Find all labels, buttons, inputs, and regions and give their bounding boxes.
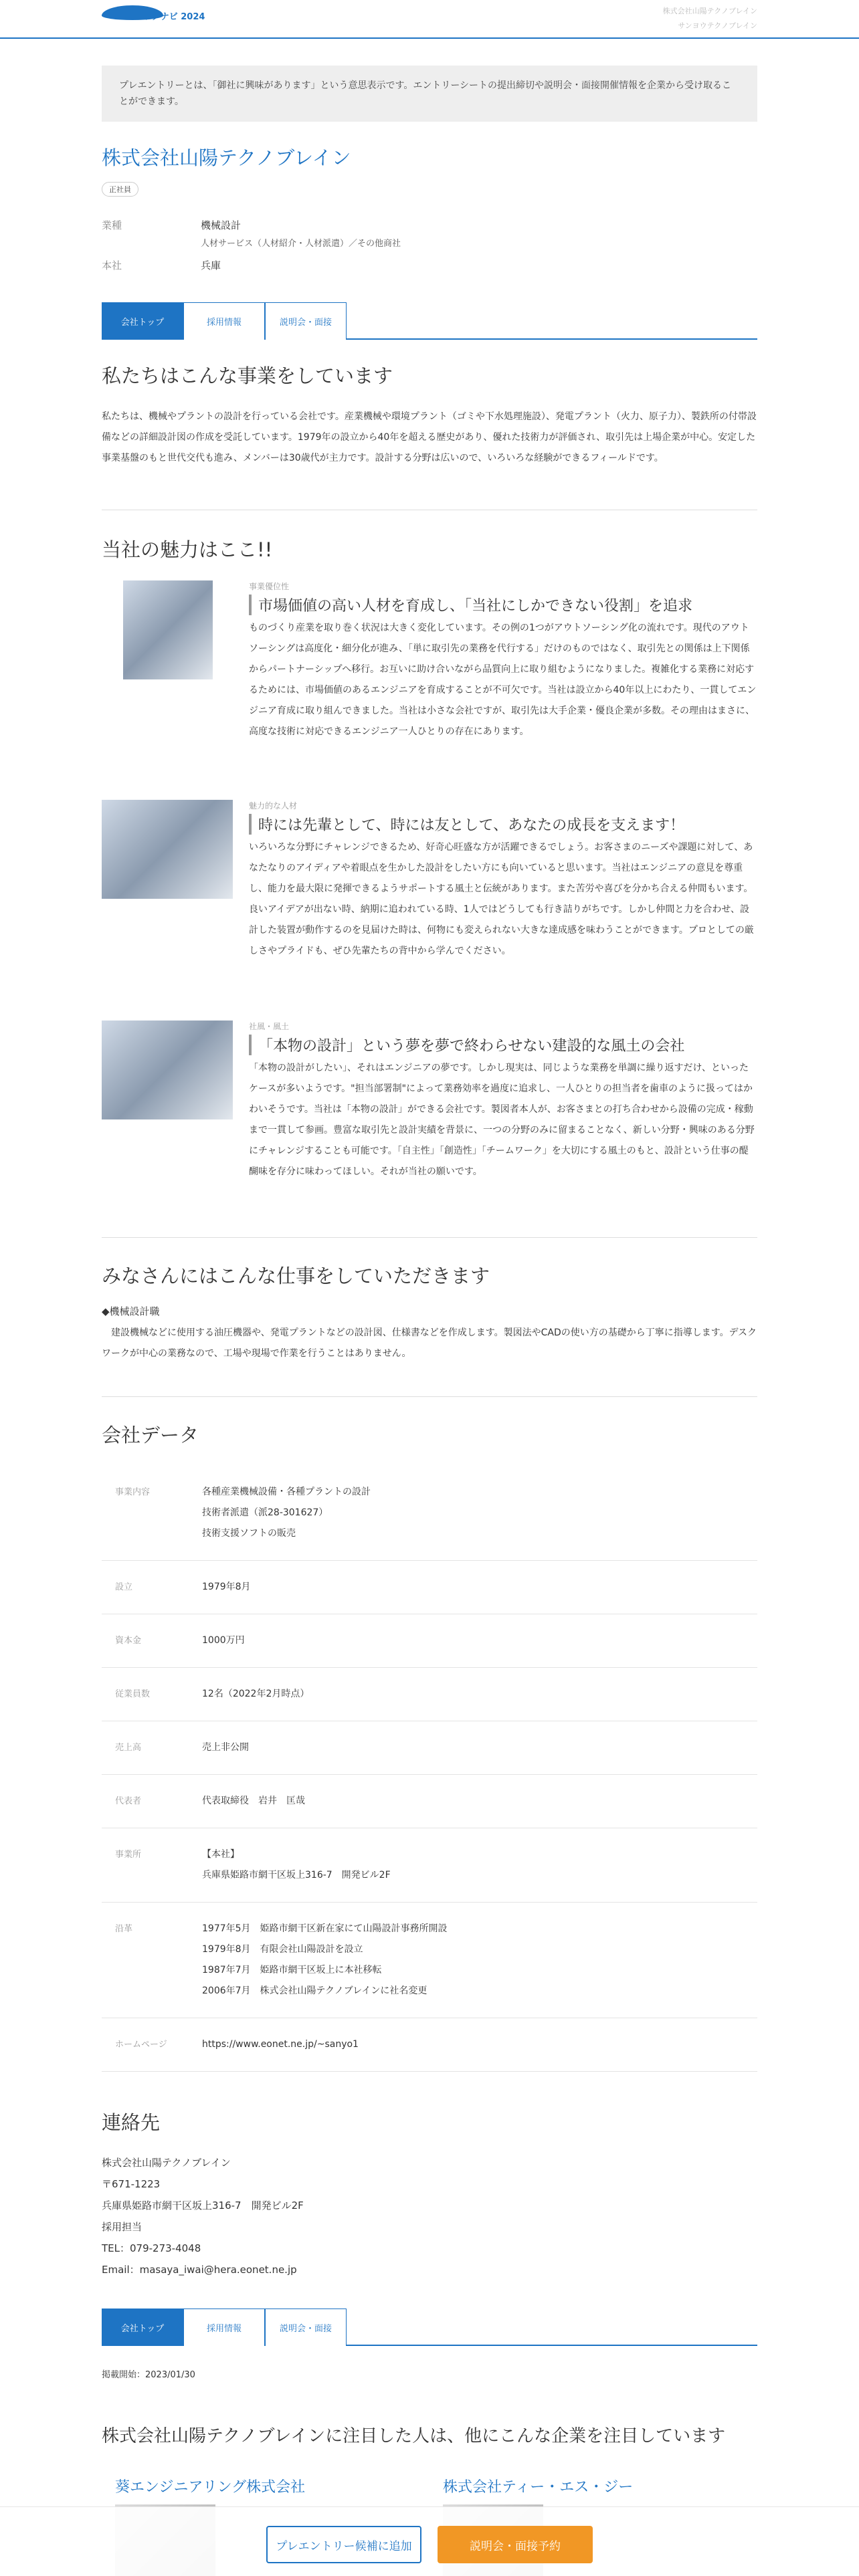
company-data-line: 売上非公開 (202, 1742, 249, 1753)
charm-item (102, 800, 757, 1000)
company-data-table (102, 1466, 757, 2072)
company-data-row (102, 1668, 757, 1721)
company-data-row (102, 2018, 757, 2072)
preentry-notice: プレエントリーとは、「御社に興味があります」という意思表示です。エントリーシートの提出締切や説明会・面接開催情報を企業から受け取ることができます。 (102, 66, 757, 122)
tab-recruit-info[interactable]: 採用情報 (183, 302, 265, 340)
company-data-value (202, 1791, 757, 1812)
hq-value: 兵庫 (201, 259, 221, 272)
divider (102, 1396, 757, 1397)
logo-text: リクナビ 2024 (143, 12, 205, 22)
company-data-line: 各種産業機械設備・各種プラントの設計 (202, 1487, 371, 1497)
recommend-heading: 株式会社山陽テクノブレインに注目した人は、他にこんな企業を注目しています (102, 2426, 726, 2446)
company-tabs-bottom (102, 2309, 757, 2346)
company-data-line: 12名（2022年2月時点） (202, 1689, 310, 1699)
industry-value: 機械設計 (201, 219, 242, 231)
company-data-value (202, 1737, 757, 1758)
charm-title: 「本物の設計」という夢を夢で終わらせない建設的な風土の会社 (249, 1035, 757, 1055)
company-data-label: 従業員数 (115, 1689, 151, 1699)
tab-seminar[interactable]: 説明会・面接 (265, 2309, 347, 2346)
company-name: 株式会社山陽テクノブレイン (102, 146, 351, 169)
charm-category: 社風・風土 (249, 1022, 290, 1031)
company-data-line: 代表取締役 岩井 匡哉 (202, 1796, 305, 1806)
contact-line: 兵庫県姫路市網干区坂上316-7 開発ビル2F (102, 2199, 304, 2212)
industry-row (102, 218, 401, 249)
preentry-add-button[interactable]: プレエントリー候補に追加 (266, 2526, 421, 2563)
industry-sub: 人材サービス（人材紹介・人材派遣）／その他商社 (201, 239, 401, 249)
hq-row (102, 258, 401, 272)
charm-item (102, 1021, 757, 1221)
charm-body (249, 800, 757, 962)
company-data-line: 1977年5月 姫路市網干区新在家にて山陽設計事務所開設 (202, 1923, 448, 1934)
company-data-heading: 会社データ (102, 1424, 199, 1446)
charm-text: ものづくり産業を取り巻く状況は大きく変化しています。その例の1つがアウトソーシング化の流れです。現代のアウトソーシングは高度化・細分化が進み、「単に取引先の業務を代行する」だけのものではなく、取引先との関係は上下関係からパートナーシップへ移行。お互いに助け合いながら品質向上に取り組むようになりました。複雑化する業務に対応するためには、市場価値のあるエンジニアを育成することが不可欠です。当社は設立から40年以上にわたり、一貫してエンジニア育成に取り組んできました。当社は小さな会社ですが、取引先は大手企業・優良企業が多数。その理由はまさに、高度な技術に対応できるエンジニア一人ひとりの存在にあります。 (249, 623, 757, 737)
company-data-value (202, 1844, 757, 1886)
company-data-line: 1987年7月 姫路市網干区坂上に本社移転 (202, 1965, 382, 1975)
company-data-line: 兵庫県姫路市網干区坂上316-7 開発ビル2F (202, 1870, 391, 1881)
charm-body (249, 1021, 757, 1182)
company-data-line[interactable]: https://www.eonet.ne.jp/~sanyo1 (202, 2039, 359, 2050)
hq-label: 本社 (102, 259, 122, 272)
charm-body (249, 580, 757, 742)
company-data-line: 1979年8月 有限会社山陽設計を設立 (202, 1944, 363, 1955)
header-company-name: 株式会社山陽テクノブレイン (662, 7, 757, 15)
company-data-value (202, 1630, 757, 1651)
company-data-line: 1000万円 (202, 1635, 245, 1646)
company-data-line: 技術支援ソフトの販売 (202, 1528, 296, 1539)
company-data-row (102, 1614, 757, 1668)
tab-recruit-info[interactable]: 採用情報 (183, 2309, 265, 2346)
company-data-value (202, 1577, 757, 1598)
action-bar (0, 2506, 859, 2576)
charm-text: いろいろな分野にチャレンジできるため、好奇心旺盛な方が活躍できるでしょう。お客さまのニーズや課題に対して、あなたなりのアイディアや着眼点を生かした設計をしたい方にも向いていると思います。当社はエンジニアの意見を尊重し、能力を最大限に発揮できるようサポートする風土と伝統があります。また苦労や喜びを分かち合える仲間もいます。良いアイデアが出ない時、納期に追われている時、1人ではどうしても行き詰りがちです。しかし仲間と力を合わせ、設計した装置が動作するのを見届けた時は、何物にも変えられない大きな達成感を味わうことができます。プロとしての厳しさやプライドも、ぜひ先輩たちの背中から学んでください。 (249, 842, 754, 956)
charm-item (102, 580, 757, 774)
company-data-line: 2006年7月 株式会社山陽テクノブレインに社名変更 (202, 1985, 427, 1996)
charm-photo-3 (102, 1021, 233, 1119)
company-data-value (202, 1684, 757, 1705)
contact-line: 〒671-1223 (102, 2178, 161, 2190)
charm-photo-1 (123, 580, 213, 679)
charm-photo-2 (102, 800, 233, 899)
recommend-company-name[interactable]: 株式会社ティー・エス・ジー (443, 2479, 634, 2496)
header-company-info (663, 4, 757, 33)
business-text: 私たちは、機械やプラントの設計を行っている会社です。産業機械や環境プラント（ゴミや下水処理施設）、発電プラント（火力、原子力）、製鉄所の付帯設備などの詳細設計図の作成を受託しています。1979年の設立から40年を超える歴史があり、優れた技術力が評価され、取引先は上場企業が中心。安定した事業基盤のもと世代交代も進み、メンバーは30歳代が主力です。設計する分野は広いので、いろいろな経験ができるフィールドです。 (102, 411, 757, 463)
company-data-label: 代表者 (115, 1796, 142, 1806)
recommend-company-name[interactable]: 葵エンジニアリング株式会社 (115, 2479, 306, 2496)
tab-company-top[interactable]: 会社トップ (102, 2309, 183, 2346)
company-data-line: 技術者派遣（派28-301627） (202, 1507, 328, 1518)
tab-seminar[interactable]: 説明会・面接 (265, 302, 347, 340)
industry-label: 業種 (102, 219, 122, 231)
employment-type-badge: 正社員 (102, 182, 138, 197)
site-header (0, 0, 859, 39)
company-data-label: ホームページ (115, 2040, 167, 2050)
charm-text: 「本物の設計がしたい」、それはエンジニアの夢です。しかし現実は、同じような業務を単調に繰り返すだけ、といったケースが多いようです。"担当部署制"によって業務効率を過度に追求し、一人ひとりの担当者を歯車のように扱ってはかわいそうです。当社は「本物の設計」ができる会社です。製図者本人が、お客さまとの打ち合わせから設備の完成・稼動まで一貫して参画。豊富な取引先と設計実績を背景に、一つの分野のみに留まることなく、新しい分野・興味のある分野にチャレンジすることも可能です。「自主性」「創造性」「チームワーク」を大切にする風土のもと、設計という仕事の醍醐味を存分に味わってほしい。それが当社の願いです。 (249, 1063, 755, 1177)
header-company-kana: サンヨウテクノブレイン (678, 21, 757, 30)
company-data-label: 事業内容 (115, 1487, 151, 1497)
contact-line: Email：masaya_iwai@hera.eonet.ne.jp (102, 2264, 297, 2276)
charm-category: 魅力的な人材 (249, 801, 298, 811)
company-data-value (202, 1919, 757, 2002)
charm-category: 事業優位性 (249, 582, 290, 591)
company-data-value (202, 2034, 757, 2055)
industry-value-group (201, 218, 401, 249)
contact-line: TEL：079-273-4048 (102, 2242, 201, 2254)
company-data-row (102, 1775, 757, 1828)
company-data-line: 1979年8月 (202, 1582, 251, 1592)
company-data-row (102, 1561, 757, 1614)
divider (102, 1237, 757, 1238)
company-summary (102, 218, 401, 282)
company-data-label: 資本金 (115, 1636, 142, 1646)
contact-info (102, 2152, 304, 2280)
company-data-label: 沿革 (115, 1924, 133, 1934)
company-data-label: 売上高 (115, 1743, 142, 1753)
job-title: ◆機械設計職 (102, 1305, 160, 1317)
company-tabs-top (102, 302, 757, 340)
company-data-row (102, 1466, 757, 1561)
work-heading: みなさんにはこんな仕事をしていただきます (102, 1265, 490, 1287)
company-data-line: 【本社】 (202, 1849, 240, 1860)
posted-date: 掲載開始：2023/01/30 (102, 2370, 195, 2380)
company-data-row (102, 1903, 757, 2018)
job-description: 建設機械などに使用する油圧機器や、発電プラントなどの設計図、仕様書などを作成します。製図法やCADの使い方の基礎から丁寧に指導します。デスクワークが中心の業務なので、工場や現場で作業を行うことはありません。 (102, 1327, 757, 1359)
tab-company-top[interactable]: 会社トップ (102, 302, 183, 340)
company-data-label: 設立 (115, 1582, 133, 1592)
business-heading: 私たちはこんな事業をしています (102, 364, 393, 387)
company-data-row (102, 1721, 757, 1775)
charm-heading: 当社の魅力はここ!! (102, 538, 273, 561)
contact-line: 株式会社山陽テクノブレイン (102, 2157, 231, 2169)
charm-title: 市場価値の高い人材を育成し、「当社にしかできない役割」を追求 (249, 595, 757, 615)
site-logo[interactable] (102, 4, 205, 22)
company-data-value (202, 1482, 757, 1544)
contact-heading: 連絡先 (102, 2111, 161, 2134)
charm-title: 時には先輩として、時には友として、あなたの成長を支えます！ (249, 814, 757, 835)
contact-line: 採用担当 (102, 2221, 142, 2233)
company-data-label: 事業所 (115, 1850, 142, 1860)
company-data-row (102, 1828, 757, 1903)
seminar-reserve-button[interactable]: 説明会・面接予約 (438, 2526, 593, 2563)
